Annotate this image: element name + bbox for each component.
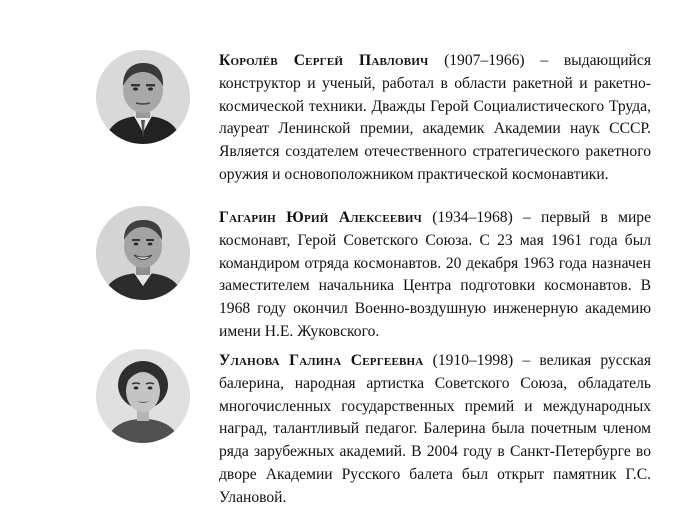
person-description: – выдающийся конструктор и ученый, работал в области ракетной и ракетно-космической техники. Дважды Герой Социалистического Труда, лауреат Ленинской премии, академик Академии наук СССР. Является создателем отечественного стратегического ракетного оружия и основоположником практической космонавтики.	[219, 52, 651, 183]
person-name: Королёв Сергей Павлович	[219, 52, 429, 69]
person-description: – великая русская балерина, народная артистка Советского Союза, обладатель многочисленных государственных премий и международных наград, талантливый педагог. Балерина была почетным членом ряда зарубежных академий. В 2004 году в Санкт-Петербурге во дворе Академии Русского балета был открыт памятник Г.С. Улановой.	[219, 352, 651, 506]
portrait-gagarin-icon	[96, 206, 190, 300]
person-description: – первый в мире космонавт, Герой Советского Союза. С 23 мая 1961 года был командиром отряда космонавтов. 20 декабря 1963 года назначен заместителем начальника Центра подготовки космонавтов. В 1968 году окончил Военно-воздушную инженерную академию имени Н.Е. Жуковского.	[219, 209, 652, 340]
biography-text-korolev	[219, 50, 651, 187]
biography-text-ulanova	[219, 350, 651, 510]
person-years: (1910–1998)	[432, 352, 514, 369]
portrait-ulanova-icon	[96, 349, 190, 443]
portrait-korolev-icon	[96, 50, 190, 144]
biography-text-gagarin	[219, 207, 651, 344]
person-years: (1934–1968)	[432, 209, 513, 226]
person-years: (1907–1966)	[444, 52, 525, 69]
person-name: Уланова Галина Сергеевна	[219, 352, 424, 369]
person-name: Гагарин Юрий Алексеевич	[219, 209, 422, 226]
